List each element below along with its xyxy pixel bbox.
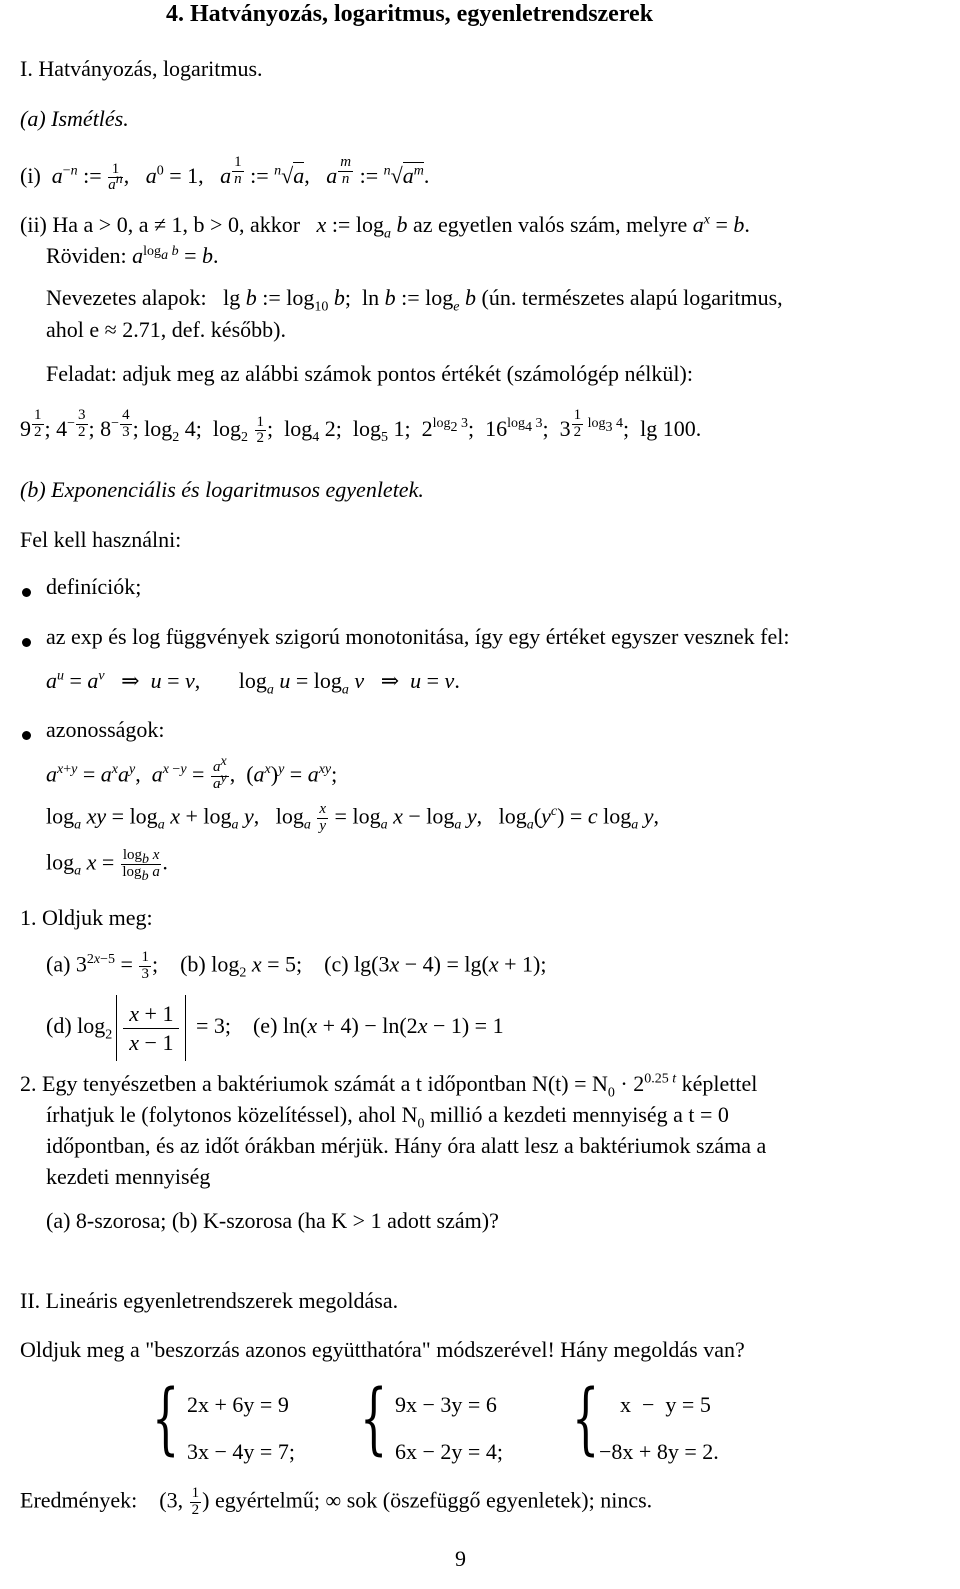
part-a-heading: (a) Ismétlés. <box>20 106 129 131</box>
part-b-heading: (b) Exponenciális és logaritmusos egyenletek. <box>20 477 424 502</box>
brace-icon: { <box>152 1374 180 1464</box>
bullet-definitions: definíciók; <box>46 574 142 599</box>
exercise-2-line-2: írhatjuk le (folytonos közelítéssel), ahol $N_0$ millió a kezdeti mennyiség a t = 0 <box>46 1102 729 1132</box>
exercise-2-line-1: 2. Egy tenyészetben a baktériumok számát a t időpontban $N(t) = N_0 \cdot 2^{0.25 t}$ képlettel <box>20 1071 758 1101</box>
equation: 2x + 6y = 9 <box>187 1392 289 1417</box>
brace-icon: { <box>572 1374 600 1464</box>
definition-i: (i) $a^{-n}$ := $\frac{1}{a^n}$ , $a^0 = 1$, a $^{\frac{1}{n}}$ := $^n$√a, a $^{\frac{m}{n}}$ := $^n√a^m$. <box>20 154 430 194</box>
exercise-1-heading: 1. Oldjuk meg: <box>20 905 153 930</box>
exercise-1-de: (d) $\log_2$ $\frac{x + 1}{x - 1}$ = 3; (e) ln(x + 4) − ln(2x − 1) = 1 <box>46 995 504 1061</box>
equation: 9x − 3y = 6 <box>395 1392 497 1417</box>
bullet-monotonicity: az exp és log függvények szigorú monotonitása, így egy értéket egyszer vesznek fel: <box>46 624 790 649</box>
task-intro: Feladat: adjuk meg az alábbi számok pontos értékét (számológép nélkül): <box>46 361 693 386</box>
results: Eredmények: (3, $\frac{1}{2}$ ) egyértelmű; ∞ sok (öszefüggő egyenletek); nincs. <box>20 1485 653 1518</box>
exercise-1-abc: (a) $3^{2x-5}$ = $\frac{1}{3}$ ; (b) $\log_2 x = 5$; (c) lg(3x − 4) = lg(x + 1); <box>46 949 547 982</box>
page-number: 9 <box>455 1546 466 1571</box>
must-use: Fel kell használni: <box>20 527 182 552</box>
section-2-task: Oldjuk meg a "beszorzás azonos együtthatóra" módszerével! Hány megoldás van? <box>20 1337 745 1362</box>
definition-ii-short: Röviden: $a^{log_a b} = b$. <box>46 243 219 268</box>
section-1-heading: I. Hatványozás, logaritmus. <box>20 56 263 81</box>
identities-power: $a^{x+y} = a^xa^y$, $a^{x -y}$ = $\frac{a^x}{a^y}$ , $(a^x)^y = a^{xy}$; <box>46 754 338 792</box>
definition-ii: (ii) Ha a > 0, a ≠ 1, b > 0, akkor x := $\log_a b$ az egyetlen valós szám, melyre $a^x = b$. <box>20 212 750 242</box>
identities-base-change: $\log_a x$ = $\frac{\log_b x}{\log_b a}$ . <box>46 847 168 884</box>
equation: −8x + 8y = 2. <box>599 1439 719 1464</box>
monotonicity-formula: $a^u = a^v$ ⇒ u = v, $\log_a u = \log_a v$ ⇒ u = v. <box>46 668 460 698</box>
task-expressions: 9 $^{\frac{1}{2}}$ ; $4^{- \frac{3}{2}}$ ; $8^{- \frac{4}{3}}$ ; $\log_2 4$; $\log_2$ $\frac{1}{2}$ ; $\log_4 2$; $\log_5 1$; $2^{log_2 3}$; $16^{log_4 3}$; 3 $^{\frac{1}{2} log_3 4}$; lg 100. <box>20 407 702 447</box>
equation: 3x − 4y = 7; <box>187 1439 295 1464</box>
equation: 6x − 2y = 4; <box>395 1439 503 1464</box>
brace-icon: { <box>360 1374 388 1464</box>
exercise-2-line-5: (a) 8-szorosa; (b) K-szorosa (ha K > 1 adott szám)? <box>46 1208 499 1233</box>
notable-bases: Nevezetes alapok: lg b := $\log_{10} b$; ln b := $\log_e b$ (ún. természetes alapú logaritmus, <box>46 285 783 315</box>
equation: x − y = 5 <box>620 1392 711 1417</box>
exercise-2-line-3: időpontban, és az időt órákban mérjük. Hány óra alatt lesz a baktériumok száma a <box>46 1133 767 1158</box>
page-title: 4. Hatványozás, logaritmus, egyenletrendszerek <box>166 1 654 27</box>
bullet-identities: azonosságok: <box>46 717 165 742</box>
section-2-heading: II. Lineáris egyenletrendszerek megoldása. <box>20 1288 399 1313</box>
identities-log: $\log_a$ xy = $\log_a x + \log_a y$, $\log_a$ $\frac{x}{y}$ = $\log_a x - \log_a y$, $\log_a(y^c) = c$ $\log_a y$, <box>46 801 659 834</box>
bullet-icon <box>22 588 31 597</box>
exercise-2-line-4: kezdeti mennyiség <box>46 1164 211 1189</box>
bullet-icon <box>22 638 31 647</box>
notable-bases-cont: ahol e ≈ 2.71, def. később). <box>46 317 286 342</box>
bullet-icon <box>22 731 31 740</box>
